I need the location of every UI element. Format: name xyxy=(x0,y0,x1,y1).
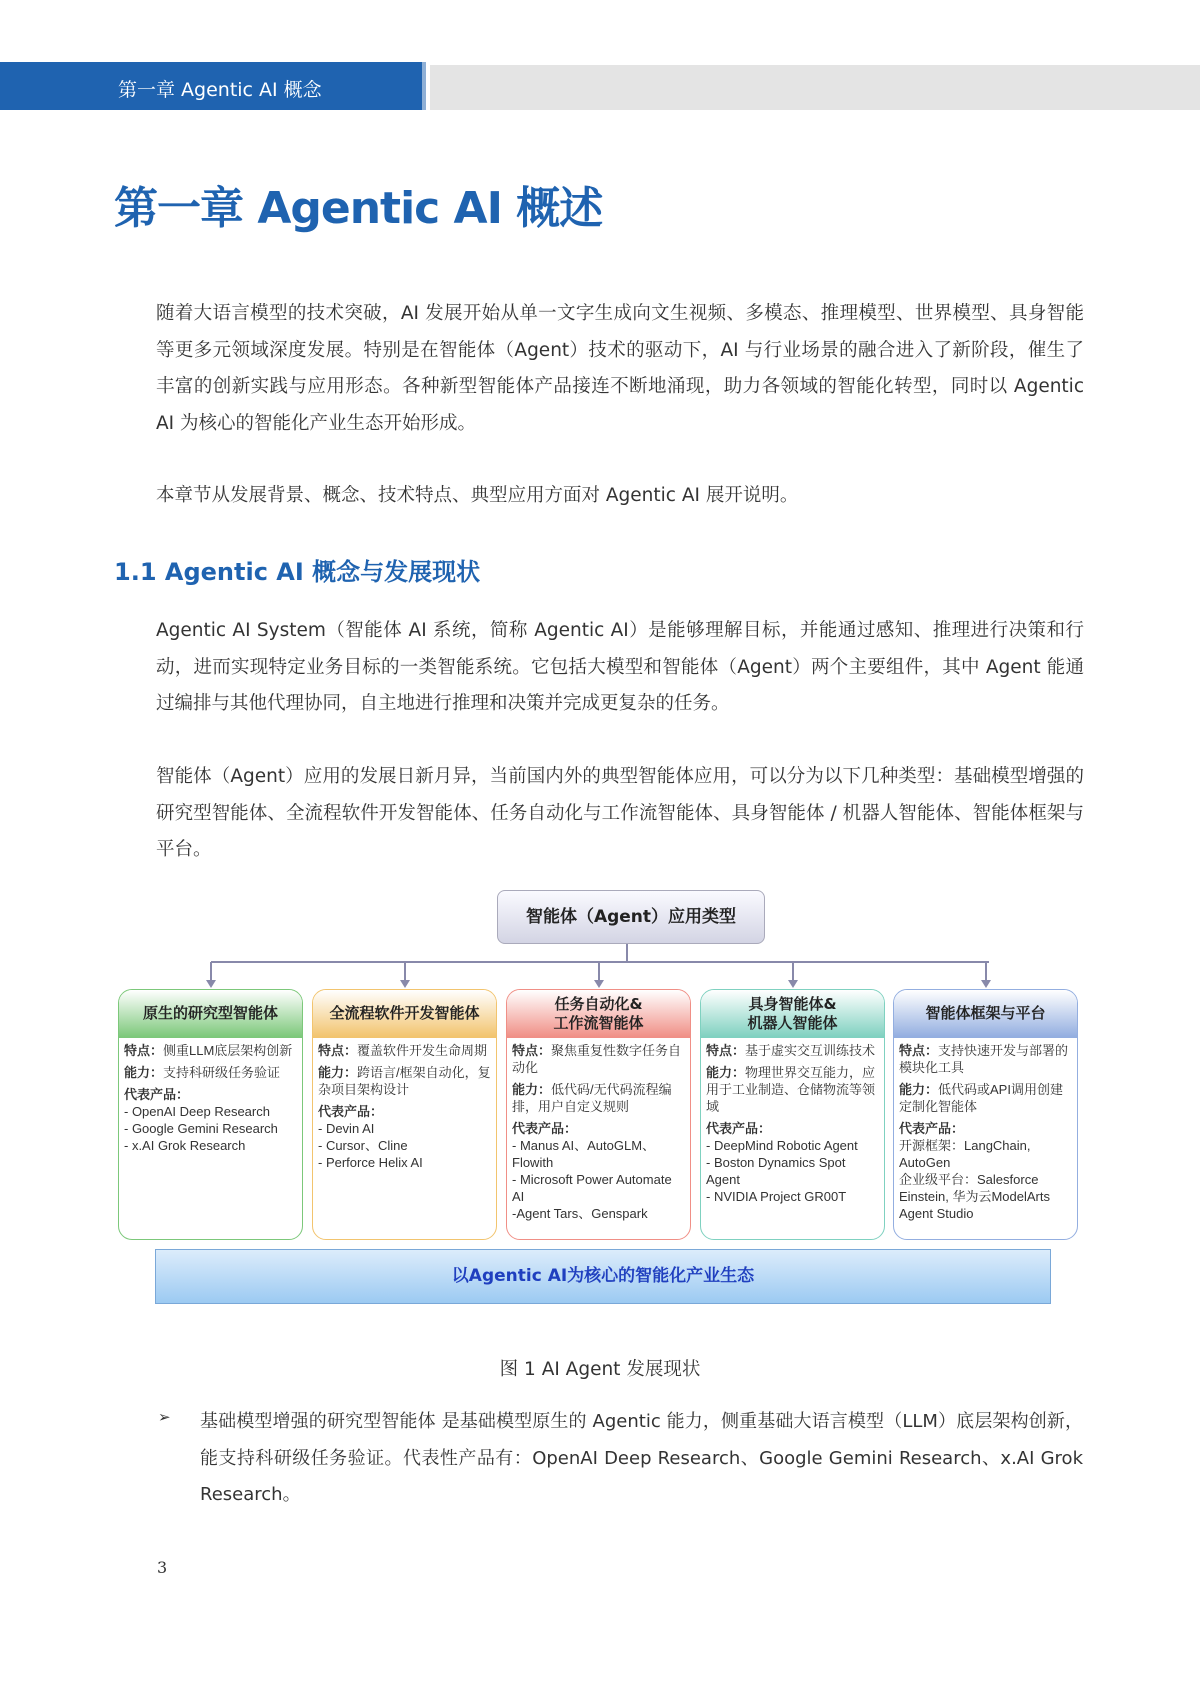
card-products xyxy=(512,1120,685,1222)
value: 支持快速开发与部署的模块化工具 xyxy=(899,1043,1069,1075)
product-item: - Boston Dynamics Spot Agent xyxy=(706,1155,846,1187)
connector xyxy=(210,962,212,981)
card-capability xyxy=(512,1081,685,1115)
page-number: 3 xyxy=(157,1558,168,1577)
agent-type-card xyxy=(700,989,885,1240)
card-capability xyxy=(318,1064,491,1098)
paragraph-2 xyxy=(114,478,1084,515)
card-feature xyxy=(899,1042,1072,1076)
connector xyxy=(211,961,989,963)
card-capability xyxy=(706,1064,879,1115)
product-item: - Microsoft Power Automate AI xyxy=(512,1172,672,1204)
paragraph-text: 本章节从发展背景、概念、技术特点、典型应用方面对 Agentic AI 展开说明。 xyxy=(156,485,799,506)
label: 代表产品： xyxy=(899,1121,965,1136)
figure-caption: 图 1 AI Agent 发展现状 xyxy=(499,1359,701,1380)
diagram-root-node: 智能体（Agent）应用类型 xyxy=(497,890,765,944)
running-header-text: 第一章 Agentic AI 概念 xyxy=(118,79,322,101)
header-band xyxy=(430,65,1200,110)
card-feature xyxy=(124,1042,297,1059)
product-item: -Agent Tars、Genspark xyxy=(512,1206,648,1221)
value: 侧重LLM底层架构创新 xyxy=(163,1043,293,1058)
label: 能力： xyxy=(318,1065,358,1080)
card-products xyxy=(899,1120,1072,1222)
card-title: 原生的研究型智能体 xyxy=(119,990,302,1038)
card-products xyxy=(124,1086,297,1154)
value: 低代码或API调用创建定制化智能体 xyxy=(899,1082,1063,1114)
label: 代表产品： xyxy=(318,1104,384,1119)
card-products xyxy=(706,1120,879,1205)
connector xyxy=(626,944,628,962)
page-title: 第一章 Agentic AI 概述 xyxy=(114,183,603,234)
label: 特点： xyxy=(318,1043,358,1058)
agent-type-card xyxy=(893,989,1078,1240)
product-item: 企业级平台：Salesforce Einstein, 华为云ModelArts Agent Studio xyxy=(899,1172,1050,1221)
arrow-down-icon xyxy=(788,980,798,988)
label: 特点： xyxy=(899,1043,939,1058)
connector xyxy=(792,962,794,981)
label: 特点： xyxy=(706,1043,746,1058)
card-title: 智能体框架与平台 xyxy=(894,990,1077,1038)
card-feature xyxy=(318,1042,491,1059)
paragraph-4 xyxy=(114,759,1084,869)
product-item: - Cursor、Cline xyxy=(318,1138,408,1153)
agent-type-card xyxy=(118,989,303,1240)
product-item: - Manus AI、AutoGLM、Flowith xyxy=(512,1138,656,1170)
arrow-down-icon xyxy=(981,980,991,988)
product-item: - Google Gemini Research xyxy=(124,1121,278,1136)
paragraph-text: 随着大语言模型的技术突破，AI 发展开始从单一文字生成向文生视频、多模态、推理模型、世界模型、具身智能等更多元领域深度发展。特别是在智能体（Agent）技术的驱动下，AI 与行业场景的融合进入了新阶段，催生了丰富的创新实践与应用形态。各种新型智能体产品接连不断地涌现，助力各领域的智能化转型，同时以 Agentic AI 为核心的智能化产业生态开始形成。 xyxy=(156,303,1084,434)
card-feature xyxy=(512,1042,685,1076)
card-products xyxy=(318,1103,491,1171)
card-title: 具身智能体& 机器人智能体 xyxy=(701,990,884,1038)
agent-type-card xyxy=(312,989,497,1240)
label: 特点： xyxy=(124,1043,164,1058)
product-item: - OpenAI Deep Research xyxy=(124,1104,270,1119)
value: 跨语言/框架自动化，复杂项目架构设计 xyxy=(318,1065,491,1097)
bullet-text: 基础模型增强的研究型智能体 是基础模型原生的 Agentic 能力，侧重基础大语言模型（LLM）底层架构创新，能支持科研级任务验证。代表性产品有：OpenAI Deep Research、Google Gemini Research、x.AI Grok Research。 xyxy=(200,1411,1083,1505)
value: 低代码/无代码流程编排，用户自定义规则 xyxy=(512,1082,672,1114)
label: 代表产品： xyxy=(512,1121,578,1136)
connector xyxy=(404,962,406,981)
paragraph-3 xyxy=(114,613,1084,723)
product-item: 开源框架：LangChain, AutoGen xyxy=(899,1138,1031,1170)
paragraph-text: Agentic AI System（智能体 AI 系统，简称 Agentic AI）是能够理解目标，并能通过感知、推理进行决策和行动，进而实现特定业务目标的一类智能系统。它包括大模型和智能体（Agent）两个主要组件，其中 Agent 能通过编排与其他代理协同，自主地进行推理和决策并完成更复杂的任务。 xyxy=(156,620,1084,714)
label: 特点： xyxy=(512,1043,552,1058)
value: 覆盖软件开发生命周期 xyxy=(357,1043,488,1058)
value: 支持科研级任务验证 xyxy=(163,1065,281,1080)
paragraph-text: 智能体（Agent）应用的发展日新月异，当前国内外的典型智能体应用，可以分为以下几种类型：基础模型增强的研究型智能体、全流程软件开发智能体、任务自动化与工作流智能体、具身智能体 / 机器人智能体、智能体框架与平台。 xyxy=(156,766,1084,860)
product-item: - x.AI Grok Research xyxy=(124,1138,246,1153)
arrow-down-icon xyxy=(400,980,410,988)
connector xyxy=(598,962,600,981)
label: 代表产品： xyxy=(706,1121,772,1136)
running-header xyxy=(0,62,426,110)
card-capability xyxy=(124,1064,297,1081)
label: 能力： xyxy=(124,1065,164,1080)
arrow-bullet-icon: ➢ xyxy=(158,1408,171,1426)
card-feature xyxy=(706,1042,879,1059)
section-heading: 1.1 Agentic AI 概念与发展现状 xyxy=(114,558,481,586)
label: 能力： xyxy=(899,1082,939,1097)
connector xyxy=(985,962,987,981)
value: 物理世界交互能力，应用于工业制造、仓储物流等领域 xyxy=(706,1065,876,1114)
card-capability xyxy=(899,1081,1072,1115)
agent-types-diagram xyxy=(110,888,1090,1308)
product-item: - DeepMind Robotic Agent xyxy=(706,1138,858,1153)
value: 聚焦重复性数字任务自动化 xyxy=(512,1043,682,1075)
card-title: 任务自动化& 工作流智能体 xyxy=(507,990,690,1038)
label: 代表产品： xyxy=(124,1087,190,1102)
value: 基于虚实交互训练技术 xyxy=(745,1043,876,1058)
card-title: 全流程软件开发智能体 xyxy=(313,990,496,1038)
product-item: - NVIDIA Project GR00T xyxy=(706,1189,847,1204)
paragraph-1 xyxy=(114,296,1084,442)
arrow-down-icon xyxy=(206,980,216,988)
agent-type-card xyxy=(506,989,691,1240)
product-item: - Perforce Helix AI xyxy=(318,1155,423,1170)
label: 能力： xyxy=(512,1082,552,1097)
product-item: - Devin AI xyxy=(318,1121,375,1136)
arrow-down-icon xyxy=(594,980,604,988)
ecosystem-bar: 以Agentic AI为核心的智能化产业生态 xyxy=(155,1249,1051,1304)
label: 能力： xyxy=(706,1065,746,1080)
